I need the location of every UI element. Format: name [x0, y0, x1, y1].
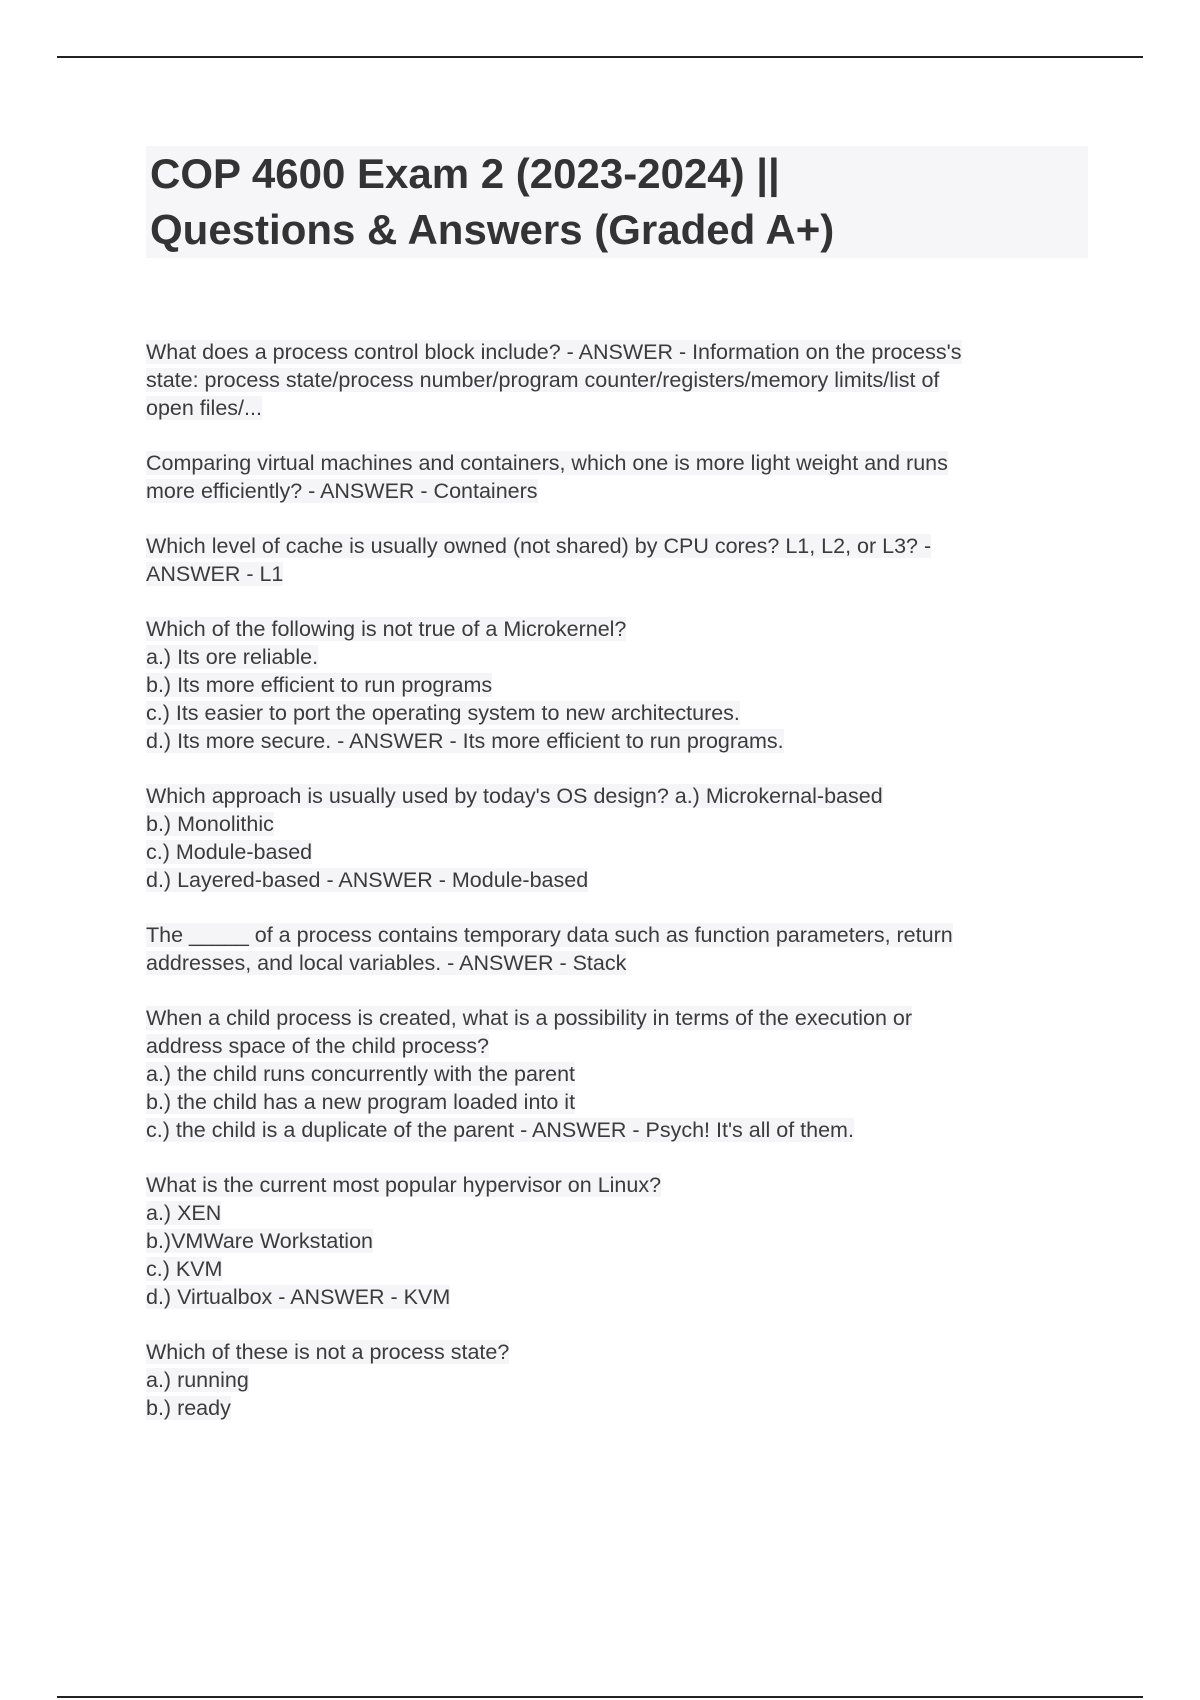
qa-line-text: c.) KVM: [146, 1257, 223, 1281]
qa-line: [146, 727, 1086, 755]
qa-line-text: d.) Layered-based - ANSWER - Module-based: [146, 868, 589, 892]
qa-line: [146, 1032, 1086, 1060]
top-rule: [57, 56, 1143, 58]
qa-line-text: Which approach is usually used by today's OS design? a.) Microkernal-based: [146, 784, 883, 808]
qa-line: [146, 838, 1086, 866]
qa-line: [146, 671, 1086, 699]
qa-item: [146, 921, 1086, 977]
title-line-1: COP 4600 Exam 2 (2023-2024) ||: [150, 150, 780, 197]
qa-item: [146, 532, 1086, 588]
qa-line: [146, 1116, 1086, 1144]
qa-line: [146, 1199, 1086, 1227]
qa-line: [146, 921, 1086, 949]
qa-item: [146, 1171, 1086, 1311]
qa-line-text: more efficiently? - ANSWER - Containers: [146, 479, 538, 503]
qa-line-text: d.) Virtualbox - ANSWER - KVM: [146, 1285, 451, 1309]
bottom-rule: [57, 1696, 1143, 1698]
qa-item: [146, 449, 1086, 505]
qa-line-text: a.) the child runs concurrently with the parent: [146, 1062, 576, 1086]
qa-line-text: Which of the following is not true of a Microkernel?: [146, 617, 627, 641]
qa-line-text: a.) XEN: [146, 1201, 222, 1225]
qa-item: [146, 338, 1086, 422]
qa-line-text: address space of the child process?: [146, 1034, 490, 1058]
qa-line: [146, 1171, 1086, 1199]
qa-line: [146, 810, 1086, 838]
qa-line-text: The _____ of a process contains temporary data such as function parameters, return: [146, 923, 953, 947]
qa-line-text: Which of these is not a process state?: [146, 1340, 510, 1364]
qa-line-text: c.) the child is a duplicate of the parent - ANSWER - Psych! It's all of them.: [146, 1118, 854, 1142]
qa-line: [146, 477, 1086, 505]
qa-line-text: b.)VMWare Workstation: [146, 1229, 373, 1253]
qa-line-text: What does a process control block include? - ANSWER - Information on the process's: [146, 340, 962, 364]
qa-line: [146, 699, 1086, 727]
qa-line-text: a.) running: [146, 1368, 249, 1392]
qa-line-text: open files/...: [146, 396, 262, 420]
qa-line: [146, 1338, 1086, 1366]
qa-line: [146, 532, 1086, 560]
qa-line-text: d.) Its more secure. - ANSWER - Its more efficient to run programs.: [146, 729, 784, 753]
qa-line: [146, 366, 1086, 394]
qa-line-text: ANSWER - L1: [146, 562, 284, 586]
qa-line: [146, 1060, 1086, 1088]
qa-line: [146, 615, 1086, 643]
qa-line: [146, 643, 1086, 671]
qa-line: [146, 394, 1086, 422]
qa-line: [146, 449, 1086, 477]
qa-line-text: When a child process is created, what is a possibility in terms of the execution or: [146, 1006, 912, 1030]
qa-line: [146, 338, 1086, 366]
qa-line-text: Comparing virtual machines and containers, which one is more light weight and runs: [146, 451, 948, 475]
document-title: [146, 146, 1088, 258]
qa-line: [146, 949, 1086, 977]
qa-line: [146, 1004, 1086, 1032]
qa-line: [146, 1394, 1086, 1422]
qa-item: [146, 1338, 1086, 1422]
qa-line: [146, 1227, 1086, 1255]
qa-item: [146, 615, 1086, 755]
qa-line-text: b.) Its more efficient to run programs: [146, 673, 493, 697]
qa-line-text: state: process state/process number/program counter/registers/memory limits/list of: [146, 368, 940, 392]
title-line-2: Questions & Answers (Graded A+): [150, 206, 835, 253]
qa-line: [146, 560, 1086, 588]
qa-list: [146, 338, 1086, 1449]
qa-line-text: What is the current most popular hypervisor on Linux?: [146, 1173, 662, 1197]
qa-line: [146, 782, 1086, 810]
qa-item: [146, 1004, 1086, 1144]
qa-line-text: c.) Module-based: [146, 840, 313, 864]
qa-line: [146, 1283, 1086, 1311]
qa-line-text: b.) ready: [146, 1396, 231, 1420]
qa-line-text: c.) Its easier to port the operating system to new architectures.: [146, 701, 740, 725]
qa-line: [146, 1255, 1086, 1283]
qa-line: [146, 1088, 1086, 1116]
qa-line-text: Which level of cache is usually owned (not shared) by CPU cores? L1, L2, or L3? -: [146, 534, 932, 558]
qa-line: [146, 866, 1086, 894]
qa-line-text: a.) Its ore reliable.: [146, 645, 319, 669]
qa-line-text: b.) Monolithic: [146, 812, 274, 836]
qa-line: [146, 1366, 1086, 1394]
qa-line-text: addresses, and local variables. - ANSWER - Stack: [146, 951, 627, 975]
qa-item: [146, 782, 1086, 894]
qa-line-text: b.) the child has a new program loaded into it: [146, 1090, 576, 1114]
